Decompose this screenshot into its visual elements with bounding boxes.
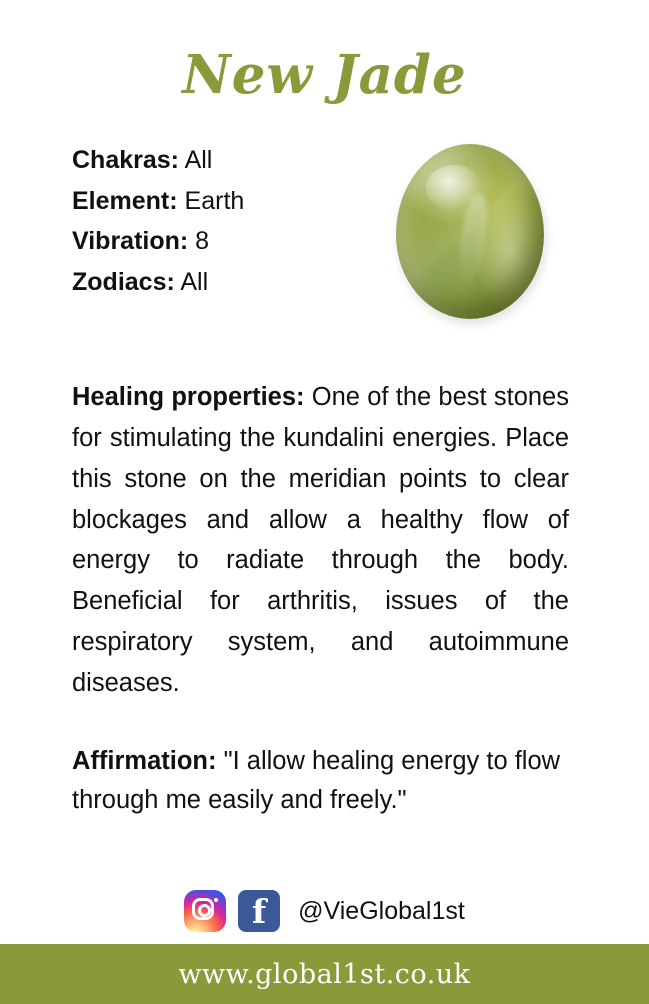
attribute-row-zodiacs [72, 262, 392, 303]
social-row [0, 890, 649, 932]
attribute-value-element: Earth [184, 186, 245, 215]
social-handle: @VieGlobal1st [298, 896, 465, 925]
page-title: New Jade [182, 44, 467, 106]
facebook-glyph: f [252, 892, 267, 931]
attribute-value-zodiacs: All [180, 267, 209, 296]
attribute-list [72, 140, 392, 302]
affirmation-paragraph [0, 742, 649, 821]
footer-website-url[interactable]: www.global1st.co.uk [178, 958, 471, 990]
attribute-row-vibration [72, 221, 392, 262]
healing-properties-paragraph [0, 377, 649, 703]
stone-image-wrap [392, 140, 649, 319]
healing-properties-text: One of the best stones for stimulating the kundalini energies. Place this stone on the meridian points to clear blockages and allow a healthy flow of energy to radiate through the body. Beneficial for arthritis, issues of the respiratory system, and autoimmune diseases. [72, 383, 569, 697]
attribute-value-chakras: All [184, 146, 213, 175]
facebook-icon[interactable] [238, 890, 280, 932]
instagram-icon[interactable] [184, 890, 226, 932]
attribute-label-element: Element: [72, 186, 178, 215]
new-jade-stone-image [396, 144, 544, 319]
healing-properties-label: Healing properties: [72, 383, 305, 412]
affirmation-text: "I allow healing energy to flow through me easily and freely." [72, 746, 561, 815]
attribute-value-vibration: 8 [195, 227, 210, 256]
attribute-row-element [72, 181, 392, 222]
attribute-row-chakras [72, 140, 392, 181]
attribute-label-chakras: Chakras: [72, 146, 179, 175]
affirmation-label: Affirmation: [72, 746, 217, 775]
footer-bar [0, 944, 649, 1004]
attribute-label-vibration: Vibration: [72, 227, 189, 256]
attribute-label-zodiacs: Zodiacs: [72, 267, 175, 296]
instagram-dot-shape [214, 898, 218, 902]
attributes-and-stone [0, 140, 649, 319]
